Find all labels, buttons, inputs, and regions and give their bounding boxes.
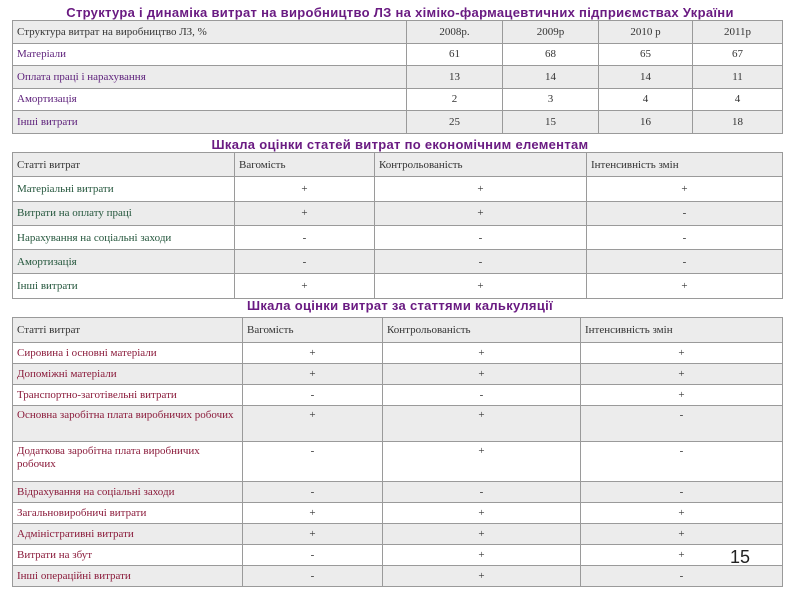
row-label: Нарахування на соціальні заходи	[13, 225, 235, 249]
table-cell: 68	[503, 43, 599, 66]
table-row	[13, 43, 783, 66]
economic-elements-scale-table	[12, 152, 783, 299]
table-cell: -	[587, 201, 783, 225]
row-label: Інші операційні витрати	[13, 566, 243, 587]
row-label: Матеріальні витрати	[13, 177, 235, 201]
table-cell: 14	[599, 66, 693, 89]
table-row	[13, 406, 783, 442]
row-label: Інші витрати	[13, 274, 235, 298]
row-label: Оплата праці і нарахування	[13, 66, 407, 89]
calculation-items-scale-table	[12, 317, 783, 587]
table-cell: 15	[503, 111, 599, 134]
table-row	[13, 111, 783, 134]
table-row	[13, 385, 783, 406]
table-row	[13, 566, 783, 587]
row-label: Додаткова заробітна плата виробничих робочих	[13, 442, 243, 482]
row-label: Загальновиробничі витрати	[13, 503, 243, 524]
table-cell: 16	[599, 111, 693, 134]
table3-header-row	[13, 318, 783, 343]
table-row	[13, 225, 783, 249]
table-cell: +	[581, 524, 783, 545]
table-cell: -	[243, 545, 383, 566]
table-cell: -	[581, 406, 783, 442]
cost-structure-table	[12, 20, 783, 134]
table-cell: -	[375, 250, 587, 274]
table-cell: +	[581, 364, 783, 385]
row-label: Інші витрати	[13, 111, 407, 134]
table-cell: -	[235, 250, 375, 274]
table2-header-cell: Вагомість	[235, 153, 375, 177]
table1-header-cell: 2010 р	[599, 21, 693, 44]
row-label: Основна заробітна плата виробничих робочих	[13, 406, 243, 442]
table-cell: +	[383, 442, 581, 482]
table-row	[13, 274, 783, 298]
table-row	[13, 343, 783, 364]
table-cell: -	[383, 482, 581, 503]
table-cell: +	[375, 177, 587, 201]
table-cell: -	[375, 225, 587, 249]
table-cell: 25	[407, 111, 503, 134]
table-cell: +	[383, 503, 581, 524]
table-cell: 65	[599, 43, 693, 66]
table-cell: -	[581, 566, 783, 587]
table-cell: +	[581, 545, 783, 566]
table-cell: 18	[693, 111, 783, 134]
table-row	[13, 442, 783, 482]
table1-header-row	[13, 21, 783, 44]
table-row	[13, 503, 783, 524]
table3-header-cell: Статті витрат	[13, 318, 243, 343]
table-cell: -	[243, 566, 383, 587]
table-cell: +	[587, 177, 783, 201]
table-row	[13, 250, 783, 274]
row-label: Амортизація	[13, 250, 235, 274]
table3-header-cell: Вагомість	[243, 318, 383, 343]
table-row	[13, 201, 783, 225]
table-cell: 3	[503, 88, 599, 111]
table-cell: 11	[693, 66, 783, 89]
table-cell: +	[375, 274, 587, 298]
table2-header-cell: Інтенсивність змін	[587, 153, 783, 177]
table-cell: +	[235, 274, 375, 298]
table-cell: +	[243, 343, 383, 364]
table-cell: +	[581, 385, 783, 406]
row-label: Транспортно-заготівельні витрати	[13, 385, 243, 406]
table-cell: -	[243, 442, 383, 482]
table-cell: +	[383, 406, 581, 442]
table-cell: +	[235, 177, 375, 201]
table-cell: +	[235, 201, 375, 225]
row-label: Сировина і основні матеріали	[13, 343, 243, 364]
table2-header-row	[13, 153, 783, 177]
table-row	[13, 177, 783, 201]
table-cell: 2	[407, 88, 503, 111]
page-number: 15	[730, 547, 751, 567]
table-cell: +	[243, 524, 383, 545]
table-cell: 61	[407, 43, 503, 66]
table1-header-cell: 2009р	[503, 21, 599, 44]
table-cell: +	[383, 566, 581, 587]
table-cell: -	[235, 225, 375, 249]
row-label: Адміністративні витрати	[13, 524, 243, 545]
table-cell: 13	[407, 66, 503, 89]
table2-title: Шкала оцінки статей витрат по економічним елементам	[211, 137, 589, 152]
table-cell: -	[581, 482, 783, 503]
table1-header-cell: 2008р.	[407, 21, 503, 44]
table-cell: +	[587, 274, 783, 298]
table-row	[13, 364, 783, 385]
table-cell: -	[243, 482, 383, 503]
row-label: Витрати на збут	[13, 545, 243, 566]
table-cell: +	[383, 343, 581, 364]
table-cell: -	[243, 385, 383, 406]
table-row	[13, 66, 783, 89]
table-cell: -	[587, 250, 783, 274]
table3-title: Шкала оцінки витрат за статтями калькуляції	[247, 298, 553, 313]
table-cell: 4	[693, 88, 783, 111]
table-cell: +	[581, 343, 783, 364]
table2-header-cell: Контрольованість	[375, 153, 587, 177]
table1-header-cell: 2011р	[693, 21, 783, 44]
table-cell: +	[383, 545, 581, 566]
row-label: Відрахування на соціальні заходи	[13, 482, 243, 503]
table-cell: +	[243, 406, 383, 442]
table-cell: -	[581, 442, 783, 482]
table-cell: +	[375, 201, 587, 225]
table-cell: 14	[503, 66, 599, 89]
table-row	[13, 482, 783, 503]
table-cell: +	[243, 364, 383, 385]
table-cell: +	[581, 503, 783, 524]
table3-header-cell: Контрольованість	[383, 318, 581, 343]
table1-title: Структура і динаміка витрат на виробництво ЛЗ на хіміко-фармацевтичних підприємствах України	[66, 5, 734, 20]
table-cell: +	[383, 524, 581, 545]
table3-header-cell: Інтенсивність змін	[581, 318, 783, 343]
table-cell: -	[383, 385, 581, 406]
row-label: Матеріали	[13, 43, 407, 66]
table-cell: 67	[693, 43, 783, 66]
table-row	[13, 88, 783, 111]
row-label: Допоміжні матеріали	[13, 364, 243, 385]
row-label: Амортизація	[13, 88, 407, 111]
table2-header-cell: Статті витрат	[13, 153, 235, 177]
table1-header-cell: Структура витрат на виробництво ЛЗ, %	[13, 21, 407, 44]
table-cell: +	[383, 364, 581, 385]
table-cell: 4	[599, 88, 693, 111]
table-cell: -	[587, 225, 783, 249]
row-label: Витрати на оплату праці	[13, 201, 235, 225]
table-row	[13, 545, 783, 566]
table-row	[13, 524, 783, 545]
table-cell: +	[243, 503, 383, 524]
